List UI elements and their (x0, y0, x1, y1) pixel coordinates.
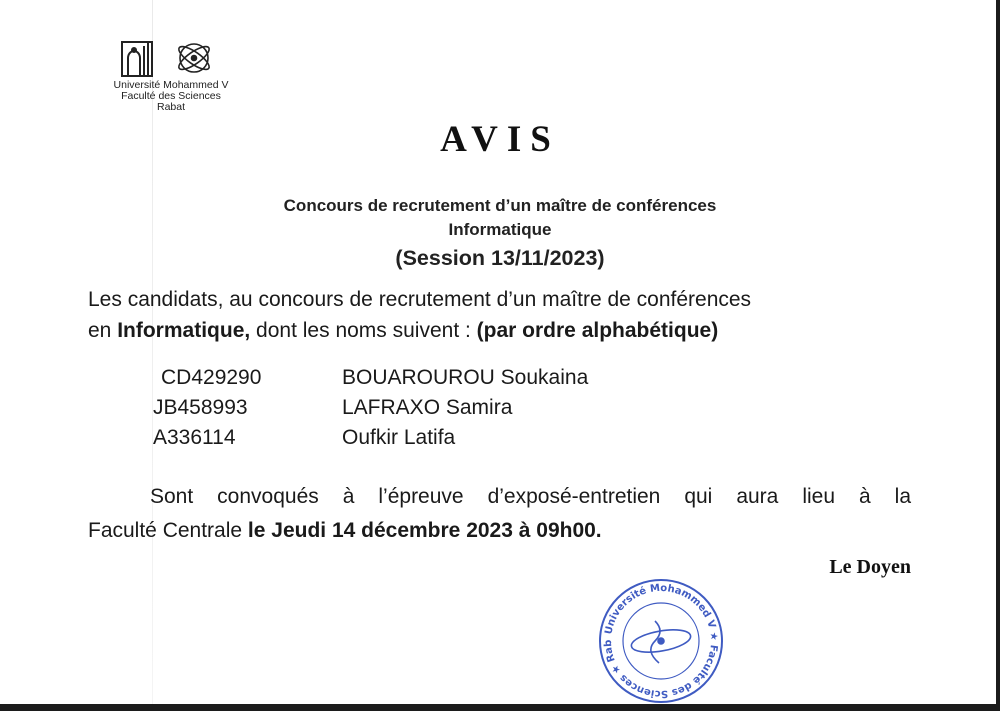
city-name: Rabat (156, 101, 186, 113)
competition-title: Concours de recrutement d’un maître de conférences (283, 196, 717, 215)
candidate-name: BOUAROUROU Soukaina (342, 366, 589, 389)
session-date: (Session 13/11/2023) (395, 246, 605, 270)
intro-order-note: (par ordre alphabétique) (476, 319, 719, 342)
intro-discipline: Informatique, (117, 319, 251, 342)
faculty-stamp (596, 578, 726, 709)
convocation-line-1: Sont convoqués à l’épreuve d’exposé-entretien qui aura lieu à la (150, 485, 911, 508)
intro-prefix: en (88, 319, 118, 342)
university-name: Université Mohammed V (113, 79, 229, 91)
candidate-code: JB458993 (153, 396, 248, 419)
intro-middle: dont les noms suivent : (250, 319, 477, 342)
signature-title: Le Doyen (829, 556, 911, 578)
document-title: AVIS (440, 119, 560, 160)
svg-text:Université Mohammed V ★ Facult: Université Mohammed V ★ Faculté des Sciences ★ Rab (602, 582, 720, 700)
convocation-line-2 (88, 519, 602, 543)
candidate-name: LAFRAXO Samira (342, 396, 513, 419)
convocation-datetime: le Jeudi 14 décembre 2023 à 09h00. (247, 519, 602, 542)
intro-line-2 (88, 319, 718, 343)
competition-discipline: Informatique (448, 220, 552, 239)
faculty-stamp-seal-icon (596, 578, 726, 704)
candidate-code: CD429290 (161, 366, 262, 389)
logo-caption (86, 80, 256, 113)
faculty-name: Faculté des Sciences (121, 90, 221, 102)
candidate-name: Oufkir Latifa (342, 426, 456, 449)
intro-line-1: Les candidats, au concours de recrutement d’un maître de conférences (88, 288, 752, 311)
candidate-code: A336114 (153, 426, 236, 449)
convocation-place: Faculté Centrale (88, 519, 248, 542)
university-logo (118, 36, 228, 85)
university-emblem-icon (118, 36, 228, 80)
